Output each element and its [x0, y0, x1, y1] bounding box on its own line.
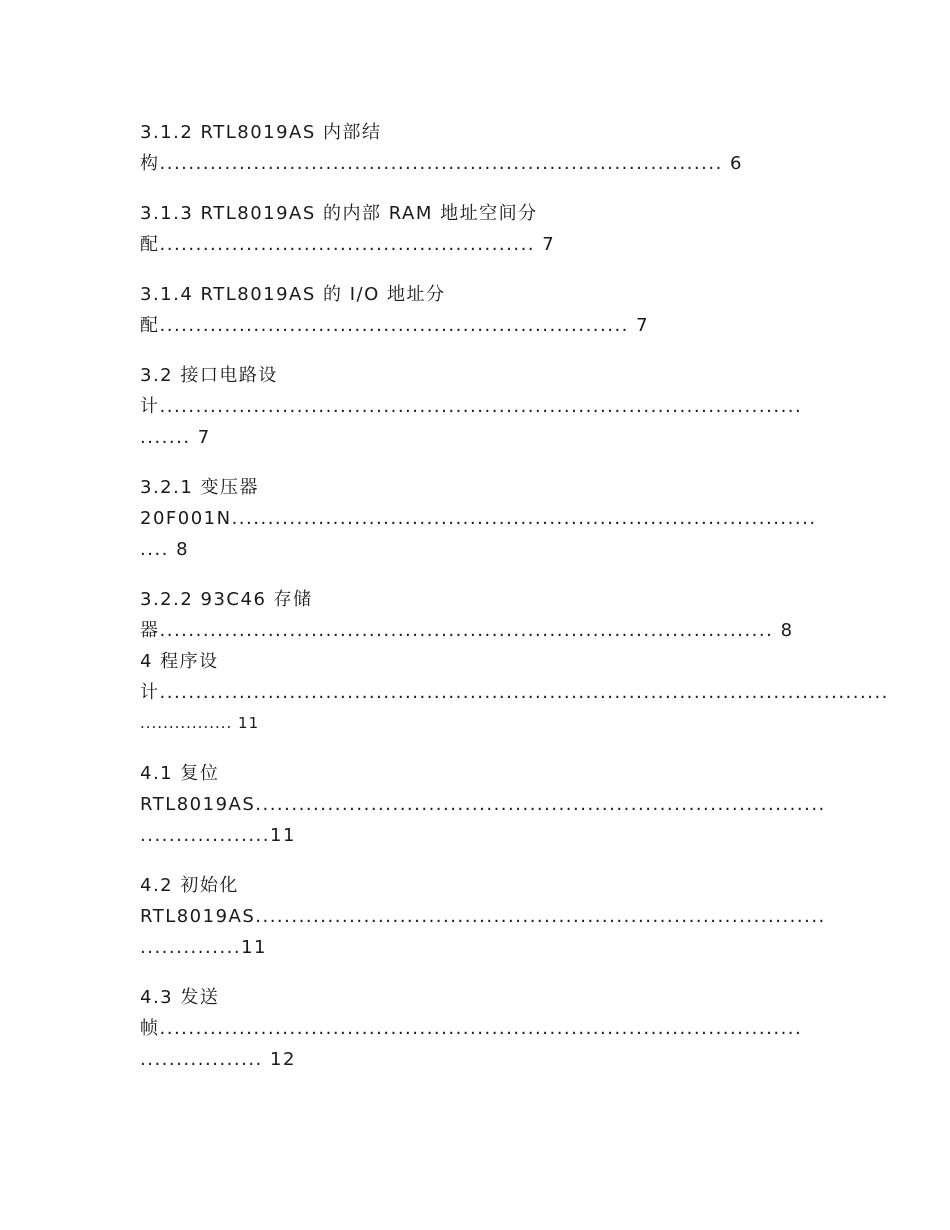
toc-entry-3-2-1[interactable]	[140, 472, 817, 565]
toc-entry-3-2-2[interactable]	[140, 584, 808, 646]
toc-page	[140, 117, 889, 1075]
toc-line: 配................................................................. 7	[140, 315, 650, 336]
toc-entry-4-2[interactable]	[140, 870, 826, 963]
toc-line: 3.2.1 变压器	[140, 477, 260, 498]
toc-line: 3.1.3 RTL8019AS 的内部 RAM 地址空间分	[140, 203, 538, 224]
toc-entry-4[interactable]	[140, 646, 889, 739]
toc-line: 构.............................................................................. 6	[140, 153, 743, 174]
toc-line: RTL8019AS...............................................................................	[140, 794, 826, 815]
toc-line: ................. 12	[140, 1049, 296, 1070]
toc-entry-3-1-2[interactable]	[140, 117, 808, 179]
toc-line: 4.1 复位	[140, 763, 220, 784]
toc-entry-3-1-3[interactable]	[140, 198, 808, 260]
toc-entry-3-1-4[interactable]	[140, 279, 808, 341]
toc-line: 计.........................................................................................	[140, 396, 803, 417]
toc-line: 4.2 初始化	[140, 875, 239, 896]
toc-line: 帧.........................................................................................	[140, 1018, 803, 1039]
toc-line: 配.................................................... 7	[140, 234, 556, 255]
toc-line: 3.1.4 RTL8019AS 的 I/O 地址分	[140, 284, 446, 305]
toc-line: ..............11	[140, 937, 268, 958]
toc-line: RTL8019AS...............................................................................	[140, 906, 826, 927]
toc-line: ................ 11	[140, 714, 260, 732]
toc-line: 3.2.2 93C46 存储	[140, 589, 313, 610]
toc-entry-4-1[interactable]	[140, 758, 826, 851]
toc-line: ..................11	[140, 825, 296, 846]
toc-line: 3.1.2 RTL8019AS 内部结	[140, 122, 382, 143]
toc-line: 4 程序设	[140, 651, 219, 672]
toc-line: 3.2 接口电路设	[140, 365, 278, 386]
toc-line: 器..................................................................................... 8	[140, 620, 794, 641]
toc-line: ....... 7	[140, 427, 211, 448]
toc-entry-3-2[interactable]	[140, 360, 808, 453]
toc-line: .... 8	[140, 539, 190, 560]
toc-entry-4-3[interactable]	[140, 982, 808, 1075]
toc-line small: 计.....................................................................................................	[140, 682, 889, 703]
toc-line: 4.3 发送	[140, 987, 220, 1008]
toc-line: 20F001N.................................................................................	[140, 508, 817, 529]
